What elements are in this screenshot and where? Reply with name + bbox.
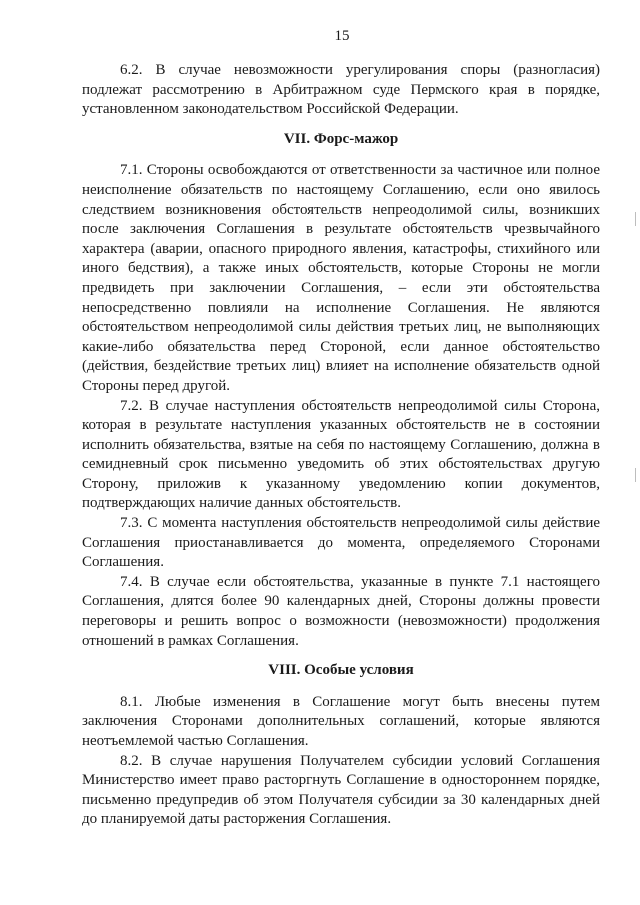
document-page	[82, 28, 600, 830]
page-number: 15	[334, 28, 350, 44]
paragraph-7-2: 7.2. В случае наступления обстоятельств непреодолимой силы Сторона, которая в результате наступления указанных обстоятельств не в состоянии исполнить обязательства, взятые на себя по настоящему Соглашению, должна в семидневный срок письменно уведомить об этих обстоятельствах другую Сторону, приложив к указанному уведомлению копии документов, подтверждающих наличие данных обстоятельств.	[82, 397, 600, 512]
paragraph-8-2: 8.2. В случае нарушения Получателем субсидии условий Соглашения Министерство имеет право расторгнуть Соглашение в одностороннем порядке, письменно предупредив об этом Получателя субсидии за 30 календарных дней до планируемой даты расторжения Соглашения.	[82, 752, 600, 828]
paragraph-7-1: 7.1. Стороны освобождаются от ответственности за частичное или полное неисполнение обязательств по настоящему Соглашению, если оно явилось следствием возникновения обстоятельств непреодолимой силы, возникших после заключения Соглашения в результате обстоятельств чрезвычайного характера (аварии, опасного природного явления, катастрофы, стихийного или иного бедствия), а также иных обстоятельств, которые Стороны не могли предвидеть при заключении Соглашения, – если эти обстоятельства непосредственно повлияли на исполнение Соглашения. Не являются обстоятельством непреодолимой силы действия третьих лиц, не выполняющих какие-либо обязательства перед Стороной, если данное обстоятельство (действия, бездействие третьих лиц) влияет на исполнение обязательств одной Стороны перед другой.	[82, 162, 600, 394]
scan-edge-mark	[635, 468, 636, 482]
paragraph-7-3: 7.3. С момента наступления обстоятельств непреодолимой силы действие Соглашения приостанавливается до момента, определяемого Сторонами Соглашения.	[82, 515, 600, 571]
section-heading-force-majeure: VII. Форс-мажор	[283, 130, 399, 147]
paragraph-8-1: 8.1. Любые изменения в Соглашение могут быть внесены путем заключения Сторонами дополнительных соглашений, которые являются неотъемлемой частью Соглашения.	[82, 693, 600, 749]
paragraph-6-2: 6.2. В случае невозможности урегулирования споры (разногласия) подлежат рассмотрению в Арбитражном суде Пермского края в порядке, установленном законодательством Российской Федерации.	[82, 62, 600, 118]
scan-edge-mark	[635, 212, 636, 226]
section-heading-special-conditions: VIII. Особые условия	[268, 662, 414, 679]
paragraph-7-4: 7.4. В случае если обстоятельства, указанные в пункте 7.1 настоящего Соглашения, длятся более 90 календарных дней, Стороны должны провести переговоры и решить вопрос о возможности (невозможности) продолжения отношений в рамках Соглашения.	[82, 573, 600, 649]
